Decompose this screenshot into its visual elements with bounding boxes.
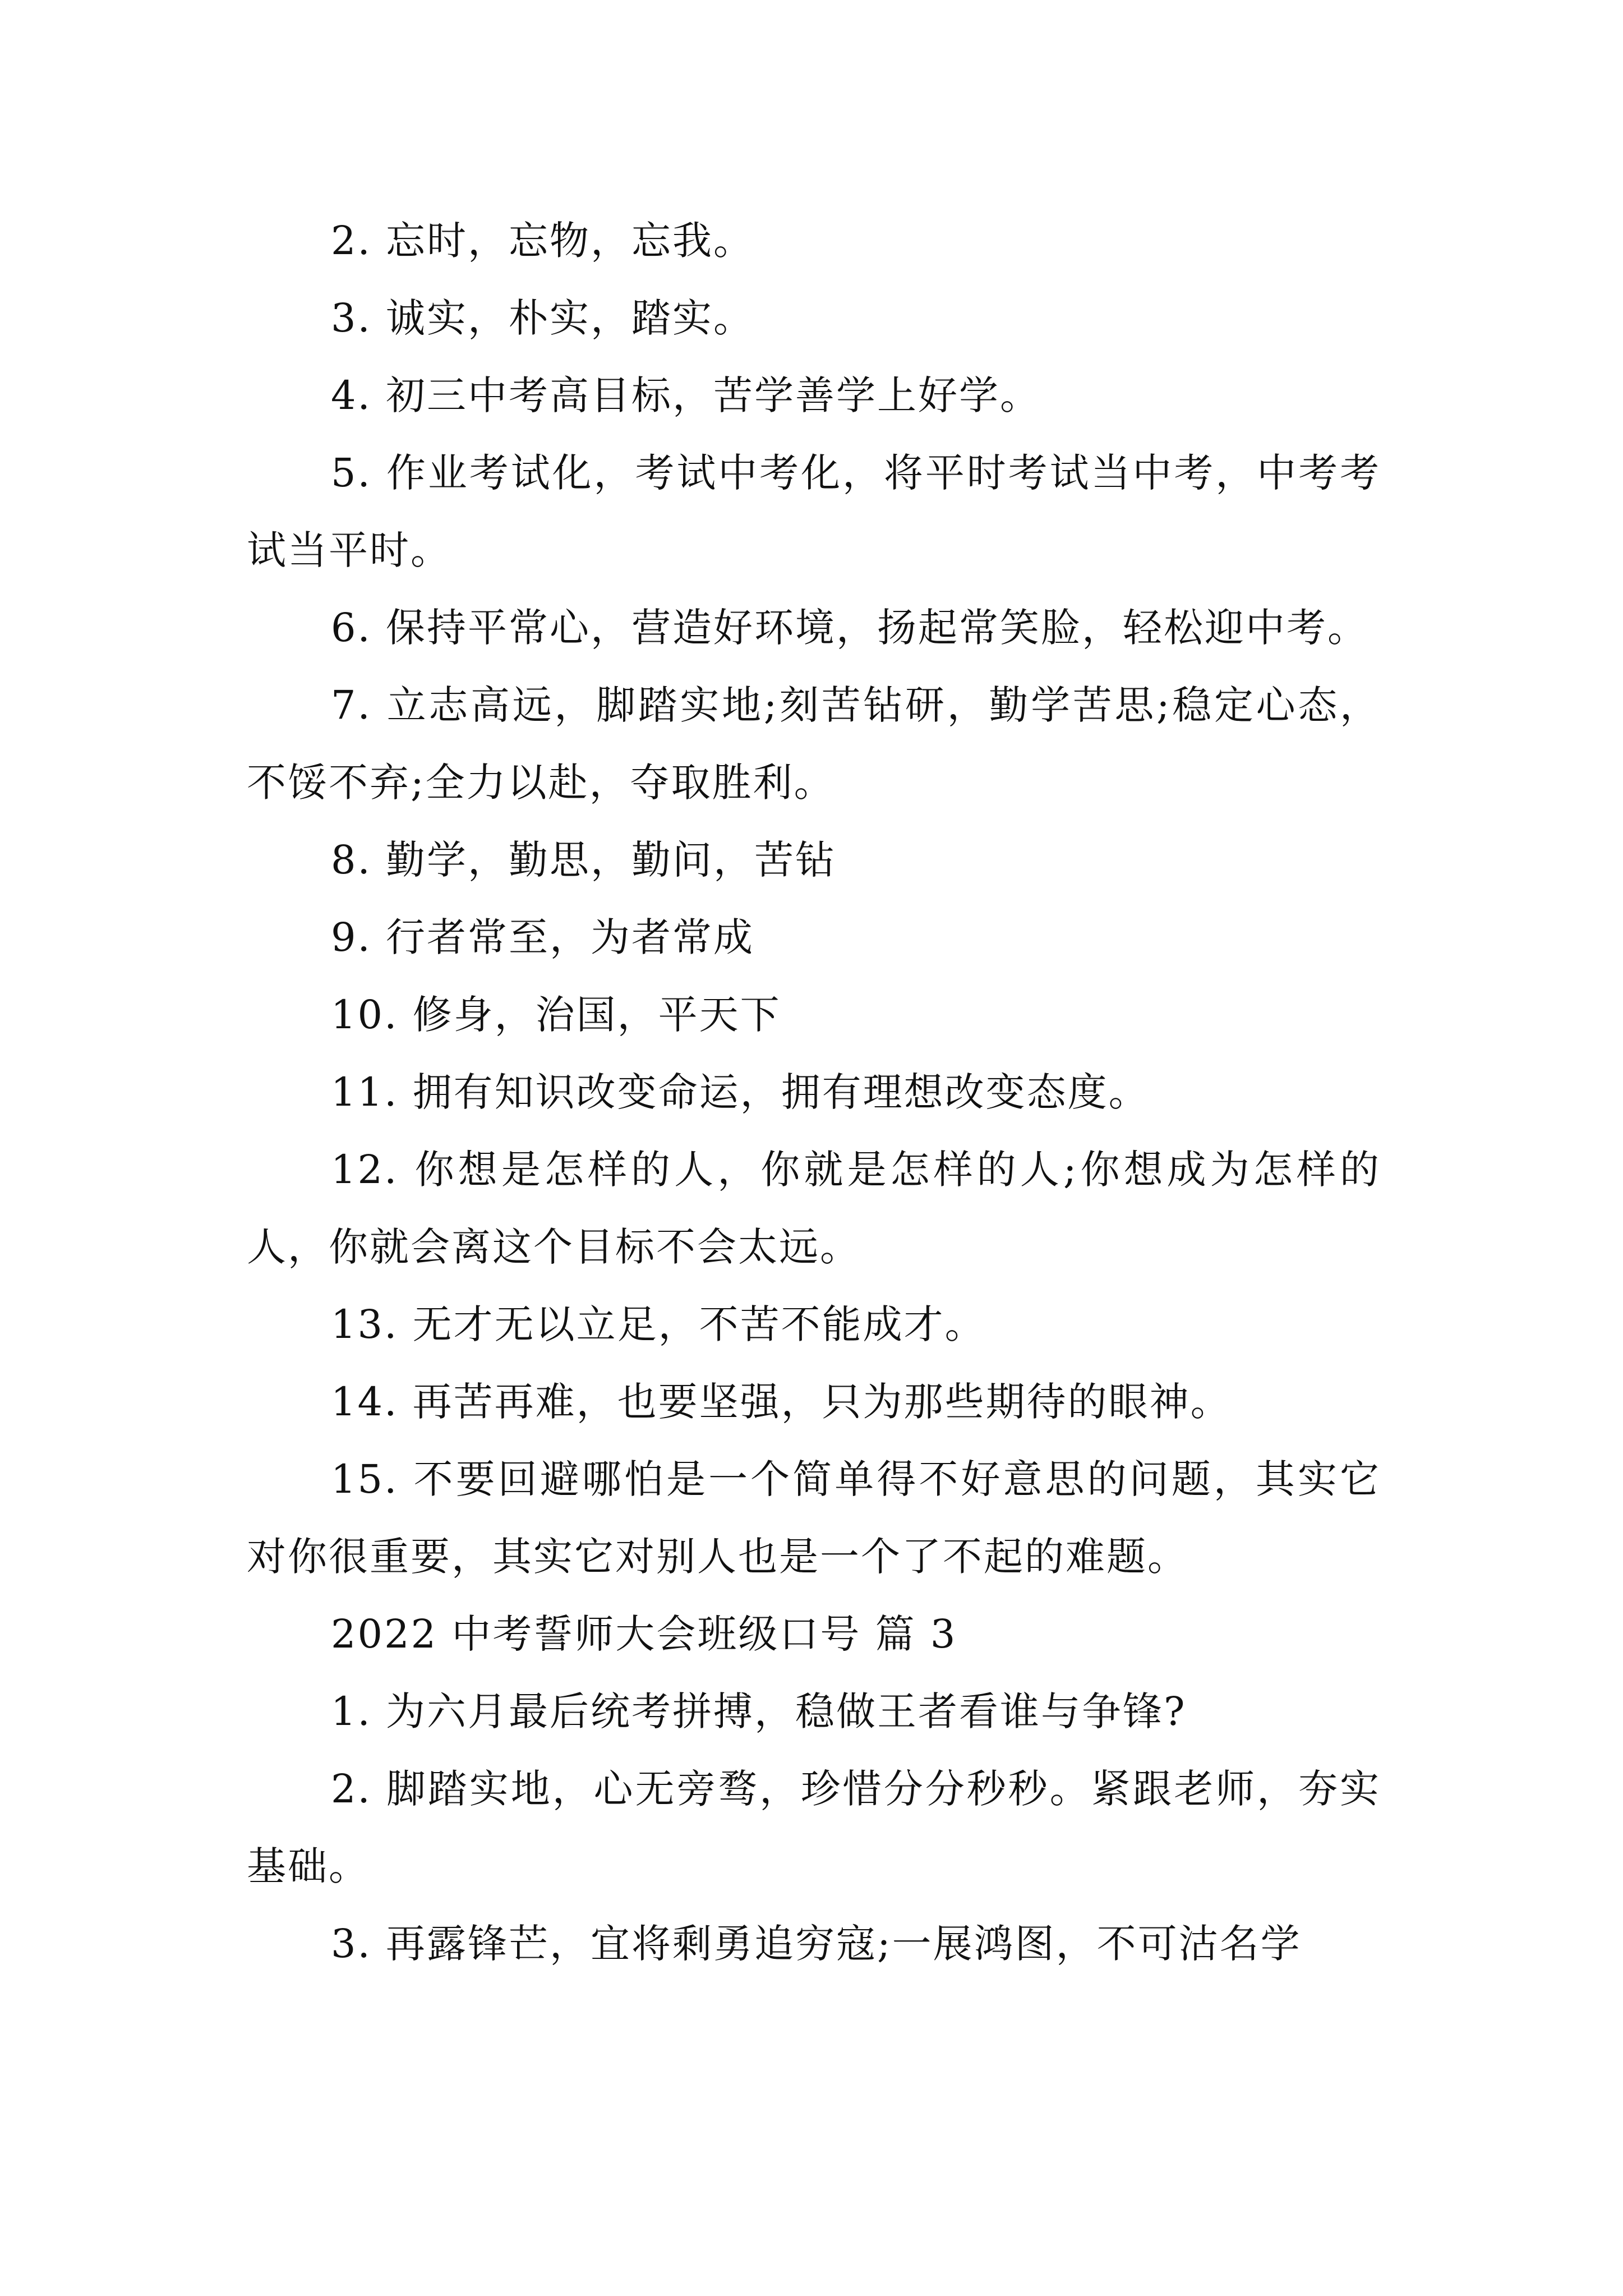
list-item: 13. 无才无以立足，不苦不能成才。 xyxy=(331,1301,986,1347)
list-item: 3. 诚实，朴实，踏实。 xyxy=(331,295,755,341)
list-item: 6. 保持平常心，营造好环境，扬起常笑脸，轻松迎中考。 xyxy=(331,605,1369,651)
list-item: 9. 行者常至，为者常成 xyxy=(331,914,755,960)
list-item: 5. 作业考试化，考试中考化，将平时考试当中考，中考考试当平时。 xyxy=(247,450,1381,573)
list-item: 10. 修身，治国，平天下 xyxy=(331,992,781,1038)
section-heading: 2022 中考誓师大会班级口号 篇 3 xyxy=(331,1611,957,1657)
list-item: 15. 不要回避哪怕是一个简单得不好意思的问题，其实它对你很重要，其实它对别人也是一个了不起的难题。 xyxy=(247,1456,1381,1580)
list-item: 8. 勤学，勤思，勤问，苦钻 xyxy=(331,837,837,883)
list-item: 11. 拥有知识改变命运，拥有理想改变态度。 xyxy=(331,1069,1150,1115)
list-item: 3. 再露锋芒，宜将剩勇追穷寇;一展鸿图，不可沽名学 xyxy=(331,1921,1302,1967)
document-body xyxy=(247,202,1381,1982)
list-item: 7. 立志高远，脚踏实地;刻苦钻研，勤学苦思;稳定心态，不馁不弃;全力以赴，夺取胜利。 xyxy=(247,682,1381,806)
list-item: 2. 脚踏实地，心无旁骛，珍惜分分秒秒。紧跟老师，夯实基础。 xyxy=(247,1766,1381,1889)
list-item: 1. 为六月最后统考拼搏，稳做王者看谁与争锋? xyxy=(331,1688,1187,1734)
list-item: 12. 你想是怎样的人，你就是怎样的人;你想成为怎样的人，你就会离这个目标不会太远。 xyxy=(247,1147,1381,1270)
list-item: 2. 忘时，忘物，忘我。 xyxy=(331,218,755,264)
list-item: 4. 初三中考高目标，苦学善学上好学。 xyxy=(331,372,1041,418)
list-item: 14. 再苦再难，也要坚强，只为那些期待的眼神。 xyxy=(331,1379,1232,1425)
